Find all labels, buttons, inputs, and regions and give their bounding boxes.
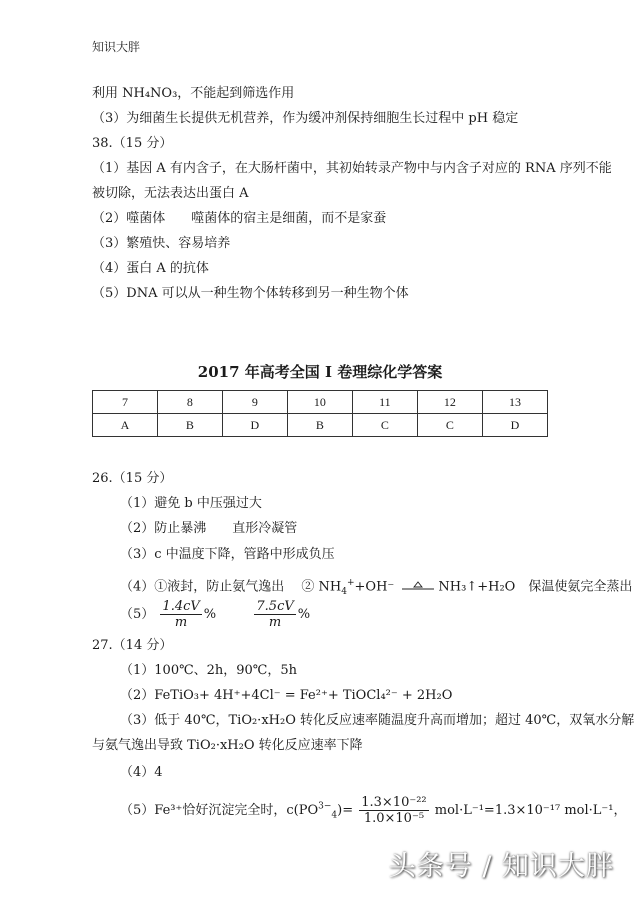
fraction-1: [160, 599, 201, 630]
question-38-heading: 38.（15 分）: [92, 136, 173, 151]
answer-27-5: （5）Fe³⁺恰好沉淀完全时，$c(PO^{3-}_4)=$ $\frac{\text{1.3×10⁻²²}}{\text{1.0×10⁻⁵}}$ mol·L⁻¹=1.3×10⁻¹⁷ mol·L⁻¹，: [120, 795, 627, 826]
fraction-2: [254, 599, 295, 630]
fraction-2-denominator: m: [268, 615, 282, 630]
answer-38-1b: 被切除，无法表达出蛋白 A: [92, 186, 249, 201]
answer-26-4-part-c: NH₃↑+H₂O 保温使氨完全蒸出: [438, 579, 633, 595]
percent-sign-2: %: [297, 607, 311, 622]
bio-line-2: （3）为细菌生长提供无机营养，作为缓冲剂保持细胞生长过程中 pH 稳定: [92, 111, 519, 126]
table-cell: 12: [417, 391, 482, 414]
bio-line-1: 利用 NH₄NO₃，不能起到筛选作用: [92, 86, 295, 101]
table-cell: 7: [93, 391, 158, 414]
question-26-heading: 26.（15 分）: [92, 471, 173, 486]
answer-26-3: （3）c 中温度下降，管路中形成负压: [120, 547, 335, 562]
table-cell: B: [287, 414, 352, 437]
answer-26-2: （2）防止暴沸 直形冷凝管: [120, 521, 298, 536]
fraction-1-numerator: 1.4cV: [162, 599, 200, 614]
fraction-3: [359, 795, 428, 826]
table-cell: 8: [157, 391, 222, 414]
answer-27-5-part-a: （5）Fe³⁺恰好沉淀完全时，c(PO: [120, 803, 319, 818]
table-cell: D: [222, 414, 287, 437]
table-cell: D: [482, 414, 547, 437]
answer-38-5: （5）DNA 可以从一种生物个体转移到另一种生物个体: [92, 286, 409, 301]
answer-26-5-label: （5）: [120, 607, 155, 622]
answer-27-3a: （3）低于 40℃，TiO₂·xH₂O 转化反应速率随温度升高而增加；超过 40℃，双氧水分解: [120, 713, 635, 728]
fraction-3-numerator: 1.3×10⁻²²: [361, 795, 427, 810]
chem-answer-title: 2017 年高考全国 I 卷理综化学答案: [197, 363, 443, 381]
fraction-2-numerator: 7.5cV: [256, 599, 294, 614]
table-cell: 13: [482, 391, 547, 414]
answer-26-4-part-a: （4）①液封，防止氨气逸出 ② NH: [120, 579, 342, 595]
answer-27-1: （1）100℃、2h，90℃，5h: [120, 663, 297, 678]
answer-27-5-part-b: )=: [337, 803, 354, 818]
answer-table-questions-row: [93, 391, 548, 414]
answer-26-4: （4）①液封，防止氨气逸出 ② $NH_4^++OH^-$ NH₃↑+H₂O 保温使氨完全蒸出: [120, 578, 633, 597]
answer-table-answers-row: [93, 414, 548, 437]
fraction-3-denominator: 1.0×10⁻⁵: [363, 811, 425, 826]
answer-27-5-part-c: mol·L⁻¹=1.3×10⁻¹⁷ mol·L⁻¹，: [430, 803, 627, 818]
percent-sign-1: %: [203, 607, 217, 622]
table-cell: B: [157, 414, 222, 437]
table-cell: C: [352, 414, 417, 437]
answer-38-1a: （1）基因 A 有内含子，在大肠杆菌中，其初始转录产物中与内含子对应的 RNA 序列不能: [92, 161, 612, 176]
heating-arrow-icon: [401, 581, 435, 593]
answer-27-4: （4）4: [120, 765, 163, 780]
fraction-1-denominator: m: [174, 615, 188, 630]
answer-38-2: （2）噬菌体 噬菌体的宿主是细菌，而不是家蚕: [92, 211, 387, 226]
question-27-heading: 27.（14 分）: [92, 638, 173, 653]
table-cell: 11: [352, 391, 417, 414]
table-cell: A: [93, 414, 158, 437]
watermark: 头条号 / 知识大胖: [388, 851, 614, 882]
answer-38-4: （4）蛋白 A 的抗体: [92, 261, 209, 276]
answer-38-3: （3）繁殖快、容易培养: [92, 236, 231, 251]
answer-27-2: （2）FeTiO₃+ 4H⁺+4Cl⁻ = Fe²⁺+ TiOCl₄²⁻ + 2H₂O: [120, 688, 453, 703]
answer-26-4-part-b: +OH⁻: [354, 579, 395, 595]
answer-26-5: [120, 599, 310, 630]
answer-table: [92, 390, 548, 437]
answer-26-1: （1）避免 b 中压强过大: [120, 496, 262, 511]
table-cell: C: [417, 414, 482, 437]
header-brand: 知识大胖: [92, 40, 141, 54]
answer-27-3b: 与氨气逸出导致 TiO₂·xH₂O 转化反应速率下降: [92, 738, 363, 753]
table-cell: 9: [222, 391, 287, 414]
table-cell: 10: [287, 391, 352, 414]
